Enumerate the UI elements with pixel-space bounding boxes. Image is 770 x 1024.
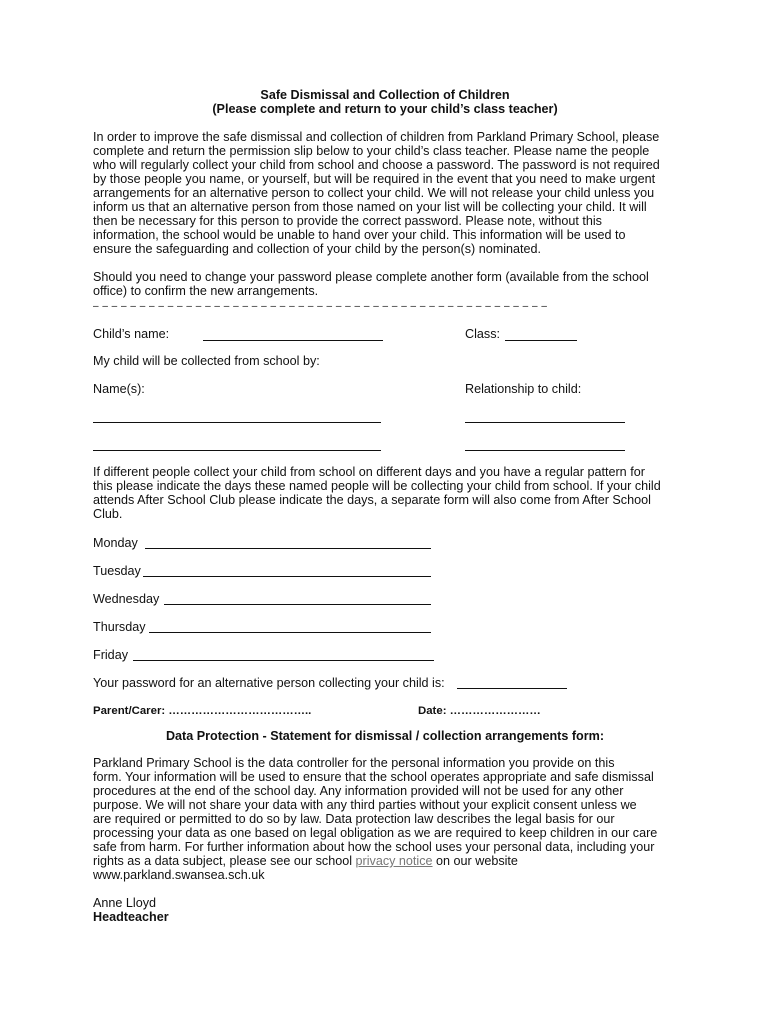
day-label-monday: Monday [93,536,138,550]
parent-carer-field[interactable]: Parent/Carer: ……………………………….. [93,705,312,717]
day-field-friday[interactable] [133,647,434,661]
dp-line: safe from harm. For further information about how the school uses your personal data, including your [93,840,655,854]
day-field-wednesday[interactable] [164,591,431,605]
intro-line: inform us that an alternative person from those named on your list will be collecting your child. It will [93,200,647,214]
childs-name-field[interactable] [203,327,383,341]
name-field-2[interactable] [93,437,381,451]
privacy-notice-link[interactable]: privacy notice [355,854,433,868]
intro-paragraph [93,130,693,256]
dp-line: form. Your information will be used to ensure that the school operates appropriate and safe dismissal [93,770,654,784]
day-field-monday[interactable] [145,535,431,549]
day-label-thursday: Thursday [93,620,146,634]
day-label-tuesday: Tuesday [93,564,141,578]
change-paragraph [93,270,693,298]
dp-line: purpose. We will not share your data with any third parties without your explicit consent unless we [93,798,637,812]
intro-line: information, the school would be unable to hand over your child. This information will be used to [93,228,626,242]
day-field-thursday[interactable] [149,619,431,633]
days-line: Club. [93,507,123,521]
dp-line: processing your data as one based on legal obligation as we are required to keep children in our care [93,826,658,840]
website-text: www.parkland.swansea.sch.uk [93,868,265,882]
dp-last-prefix: rights as a data subject, please see our school [93,854,356,868]
days-line: this please indicate the days these named people will be collecting your child from school. If your child [93,479,661,493]
relationship-field-2[interactable] [465,437,625,451]
day-label-wednesday: Wednesday [93,592,160,606]
name-field-1[interactable] [93,409,381,423]
intro-line: In order to improve the safe dismissal and collection of children from Parkland Primary School, please [93,130,660,144]
childs-name-label: Child’s name: [93,327,170,341]
form-subtitle: (Please complete and return to your child’s class teacher) [212,102,558,116]
dp-line: Parkland Primary School is the data controller for the personal information you provide on this [93,756,615,770]
intro-line: arrangements for an alternative person to collect your child. We will not release your child unless you [93,186,655,200]
password-label: Your password for an alternative person collecting your child is: [93,676,445,690]
form-title: Safe Dismissal and Collection of Children [260,88,510,102]
data-protection-paragraph [93,756,693,882]
intro-line: complete and return the permission slip below to your child’s class teacher. Please name the people [93,144,650,158]
intro-line: by those people you name, or yourself, but will be required in the event that you need to make urgent [93,172,656,186]
day-label-friday: Friday [93,648,128,662]
dp-last-suffix: on our website [432,854,518,868]
day-field-tuesday[interactable] [143,563,431,577]
class-field[interactable] [505,327,577,341]
intro-line: then be necessary for this person to provide the correct password. Please note, without this [93,214,602,228]
date-field[interactable]: Date: …………………… [418,705,541,717]
days-line: If different people collect your child from school on different days and you have a regular pattern for [93,465,645,479]
intro-line: ensure the safeguarding and collection of your child by the person(s) nominated. [93,242,542,256]
signoff-role: Headteacher [93,910,169,924]
names-label: Name(s): [93,382,145,396]
days-line: attends After School Club please indicate the days, a separate form will also come from After School [93,493,651,507]
collected-by-label: My child will be collected from school by: [93,354,320,368]
signoff-name: Anne Lloyd [93,896,157,910]
days-paragraph [93,465,693,521]
class-label: Class: [465,327,500,341]
dp-line-last [93,854,693,868]
dp-line: procedures at the end of the school day. Any information provided will not be used for any other [93,784,624,798]
cut-line: – – – – – – – – – – – – – – – – – – – – – – – – – – – – – – – – – – – – – – – – – – – – – – – – – [93,302,548,312]
relationship-label: Relationship to child: [465,382,582,396]
password-field[interactable] [457,675,567,689]
change-line: office) to confirm the new arrangements. [93,284,319,298]
intro-line: who will regularly collect your child from school and choose a password. The password is not required [93,158,660,172]
relationship-field-1[interactable] [465,409,625,423]
dp-line: are required or permitted to do so by law. Data protection law describes the legal basis for our [93,812,615,826]
data-protection-heading: Data Protection - Statement for dismissal / collection arrangements form: [165,729,605,743]
change-line: Should you need to change your password please complete another form (available from the school [93,270,649,284]
